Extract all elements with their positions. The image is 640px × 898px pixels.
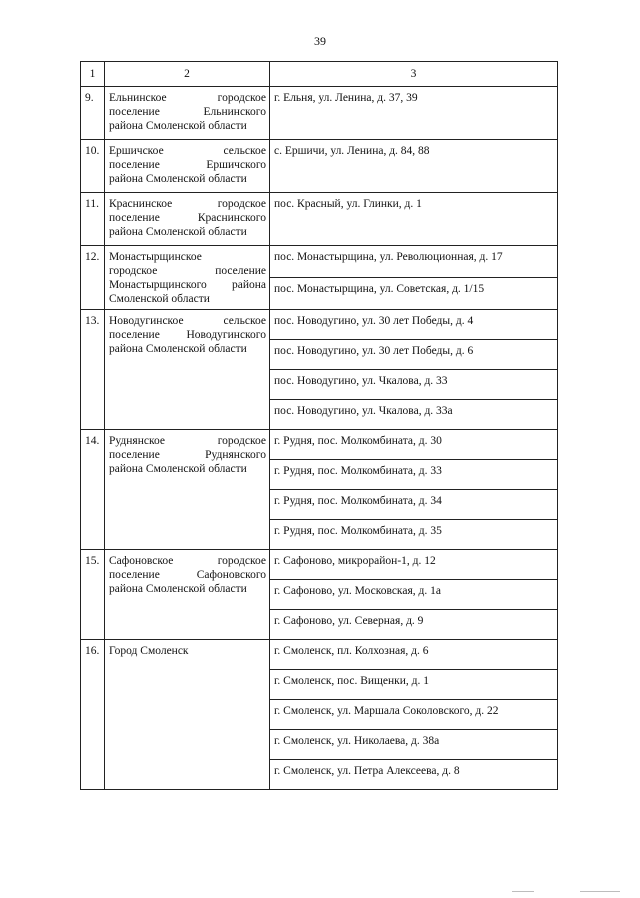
- row-number-cell: 9.: [81, 87, 105, 140]
- column-header-number: 1: [81, 62, 105, 87]
- municipality-name-line: поселение Краснинского: [109, 212, 266, 224]
- table-header-row: [81, 62, 558, 87]
- municipality-cell: [105, 640, 270, 790]
- table-row: [81, 140, 558, 193]
- column-header-address: 3: [270, 62, 558, 87]
- table-row: [81, 430, 558, 460]
- address-cell: пос. Новодугино, ул. Чкалова, д. 33: [270, 370, 558, 400]
- address-cell: г. Рудня, пос. Молкомбината, д. 30: [270, 430, 558, 460]
- municipality-name-line: поселение Сафоновского: [109, 569, 266, 581]
- scan-mark: [580, 891, 620, 892]
- address-cell: пос. Монастырщина, ул. Революционная, д. 17: [270, 246, 558, 278]
- address-cell: г. Рудня, пос. Молкомбината, д. 33: [270, 460, 558, 490]
- municipality-name-line: района Смоленской области: [109, 226, 247, 238]
- address-cell: г. Смоленск, ул. Николаева, д. 38а: [270, 730, 558, 760]
- municipality-name-line: поселение Руднянского: [109, 449, 266, 461]
- row-number-cell: 11.: [81, 193, 105, 246]
- municipality-name-line: поселение Ершичского: [109, 159, 266, 171]
- municipality-name-line: Ельнинское городское: [109, 92, 266, 104]
- municipality-name-line: Краснинское городское: [109, 198, 266, 210]
- table-row: [81, 87, 558, 140]
- address-cell: г. Рудня, пос. Молкомбината, д. 35: [270, 520, 558, 550]
- page-number: 39: [314, 34, 326, 48]
- address-cell: г. Смоленск, ул. Маршала Соколовского, д. 22: [270, 700, 558, 730]
- municipality-cell: [105, 550, 270, 640]
- address-cell: г. Сафоново, ул. Северная, д. 9: [270, 610, 558, 640]
- row-number-cell: 14.: [81, 430, 105, 550]
- table-row: [81, 310, 558, 340]
- address-cell: пос. Новодугино, ул. 30 лет Победы, д. 6: [270, 340, 558, 370]
- row-number-cell: 10.: [81, 140, 105, 193]
- municipality-name-line: поселение Новодугинского: [109, 329, 266, 341]
- table-row: [81, 246, 558, 278]
- row-number-cell: 12.: [81, 246, 105, 310]
- address-cell: г. Рудня, пос. Молкомбината, д. 34: [270, 490, 558, 520]
- municipality-name-line: района Смоленской области: [109, 120, 247, 132]
- polling-address-table: [80, 61, 558, 790]
- municipality-name-line: Монастырщинского района: [109, 279, 266, 291]
- address-cell: г. Ельня, ул. Ленина, д. 37, 39: [270, 87, 558, 140]
- municipality-name-line: района Смоленской области: [109, 583, 247, 595]
- address-cell: с. Ершичи, ул. Ленина, д. 84, 88: [270, 140, 558, 193]
- municipality-cell: [105, 246, 270, 310]
- municipality-cell: [105, 430, 270, 550]
- row-number-cell: 15.: [81, 550, 105, 640]
- table-row: [81, 550, 558, 580]
- municipality-name-line: Руднянское городское: [109, 435, 266, 447]
- table-row: [81, 640, 558, 670]
- address-cell: пос. Новодугино, ул. Чкалова, д. 33а: [270, 400, 558, 430]
- address-cell: г. Сафоново, микрорайон-1, д. 12: [270, 550, 558, 580]
- row-number-cell: 16.: [81, 640, 105, 790]
- municipality-name-line: Новодугинское сельское: [109, 315, 266, 327]
- municipality-name-line: района Смоленской области: [109, 173, 247, 185]
- scan-mark: [512, 891, 534, 892]
- column-header-municipality: 2: [105, 62, 270, 87]
- address-cell: г. Смоленск, пос. Вищенки, д. 1: [270, 670, 558, 700]
- address-cell: г. Сафоново, ул. Московская, д. 1а: [270, 580, 558, 610]
- address-cell: пос. Монастырщина, ул. Советская, д. 1/15: [270, 278, 558, 310]
- address-cell: пос. Новодугино, ул. 30 лет Победы, д. 4: [270, 310, 558, 340]
- municipality-name-line: района Смоленской области: [109, 463, 247, 475]
- address-cell: г. Смоленск, пл. Колхозная, д. 6: [270, 640, 558, 670]
- municipality-cell: [105, 310, 270, 430]
- table-body: [81, 62, 558, 790]
- municipality-name-line: Город Смоленск: [109, 645, 189, 657]
- municipality-name-line: Смоленской области: [109, 293, 210, 305]
- address-cell: г. Смоленск, ул. Петра Алексеева, д. 8: [270, 760, 558, 790]
- municipality-name-line: Монастырщинское: [109, 251, 202, 263]
- table-row: [81, 193, 558, 246]
- address-cell: пос. Красный, ул. Глинки, д. 1: [270, 193, 558, 246]
- municipality-cell: [105, 193, 270, 246]
- municipality-cell: [105, 140, 270, 193]
- municipality-name-line: Сафоновское городское: [109, 555, 266, 567]
- row-number-cell: 13.: [81, 310, 105, 430]
- municipality-name-line: городское поселение: [109, 265, 266, 277]
- municipality-name-line: района Смоленской области: [109, 343, 247, 355]
- municipality-name-line: Ершичское сельское: [109, 145, 266, 157]
- municipality-cell: [105, 87, 270, 140]
- municipality-name-line: поселение Ельнинского: [109, 106, 266, 118]
